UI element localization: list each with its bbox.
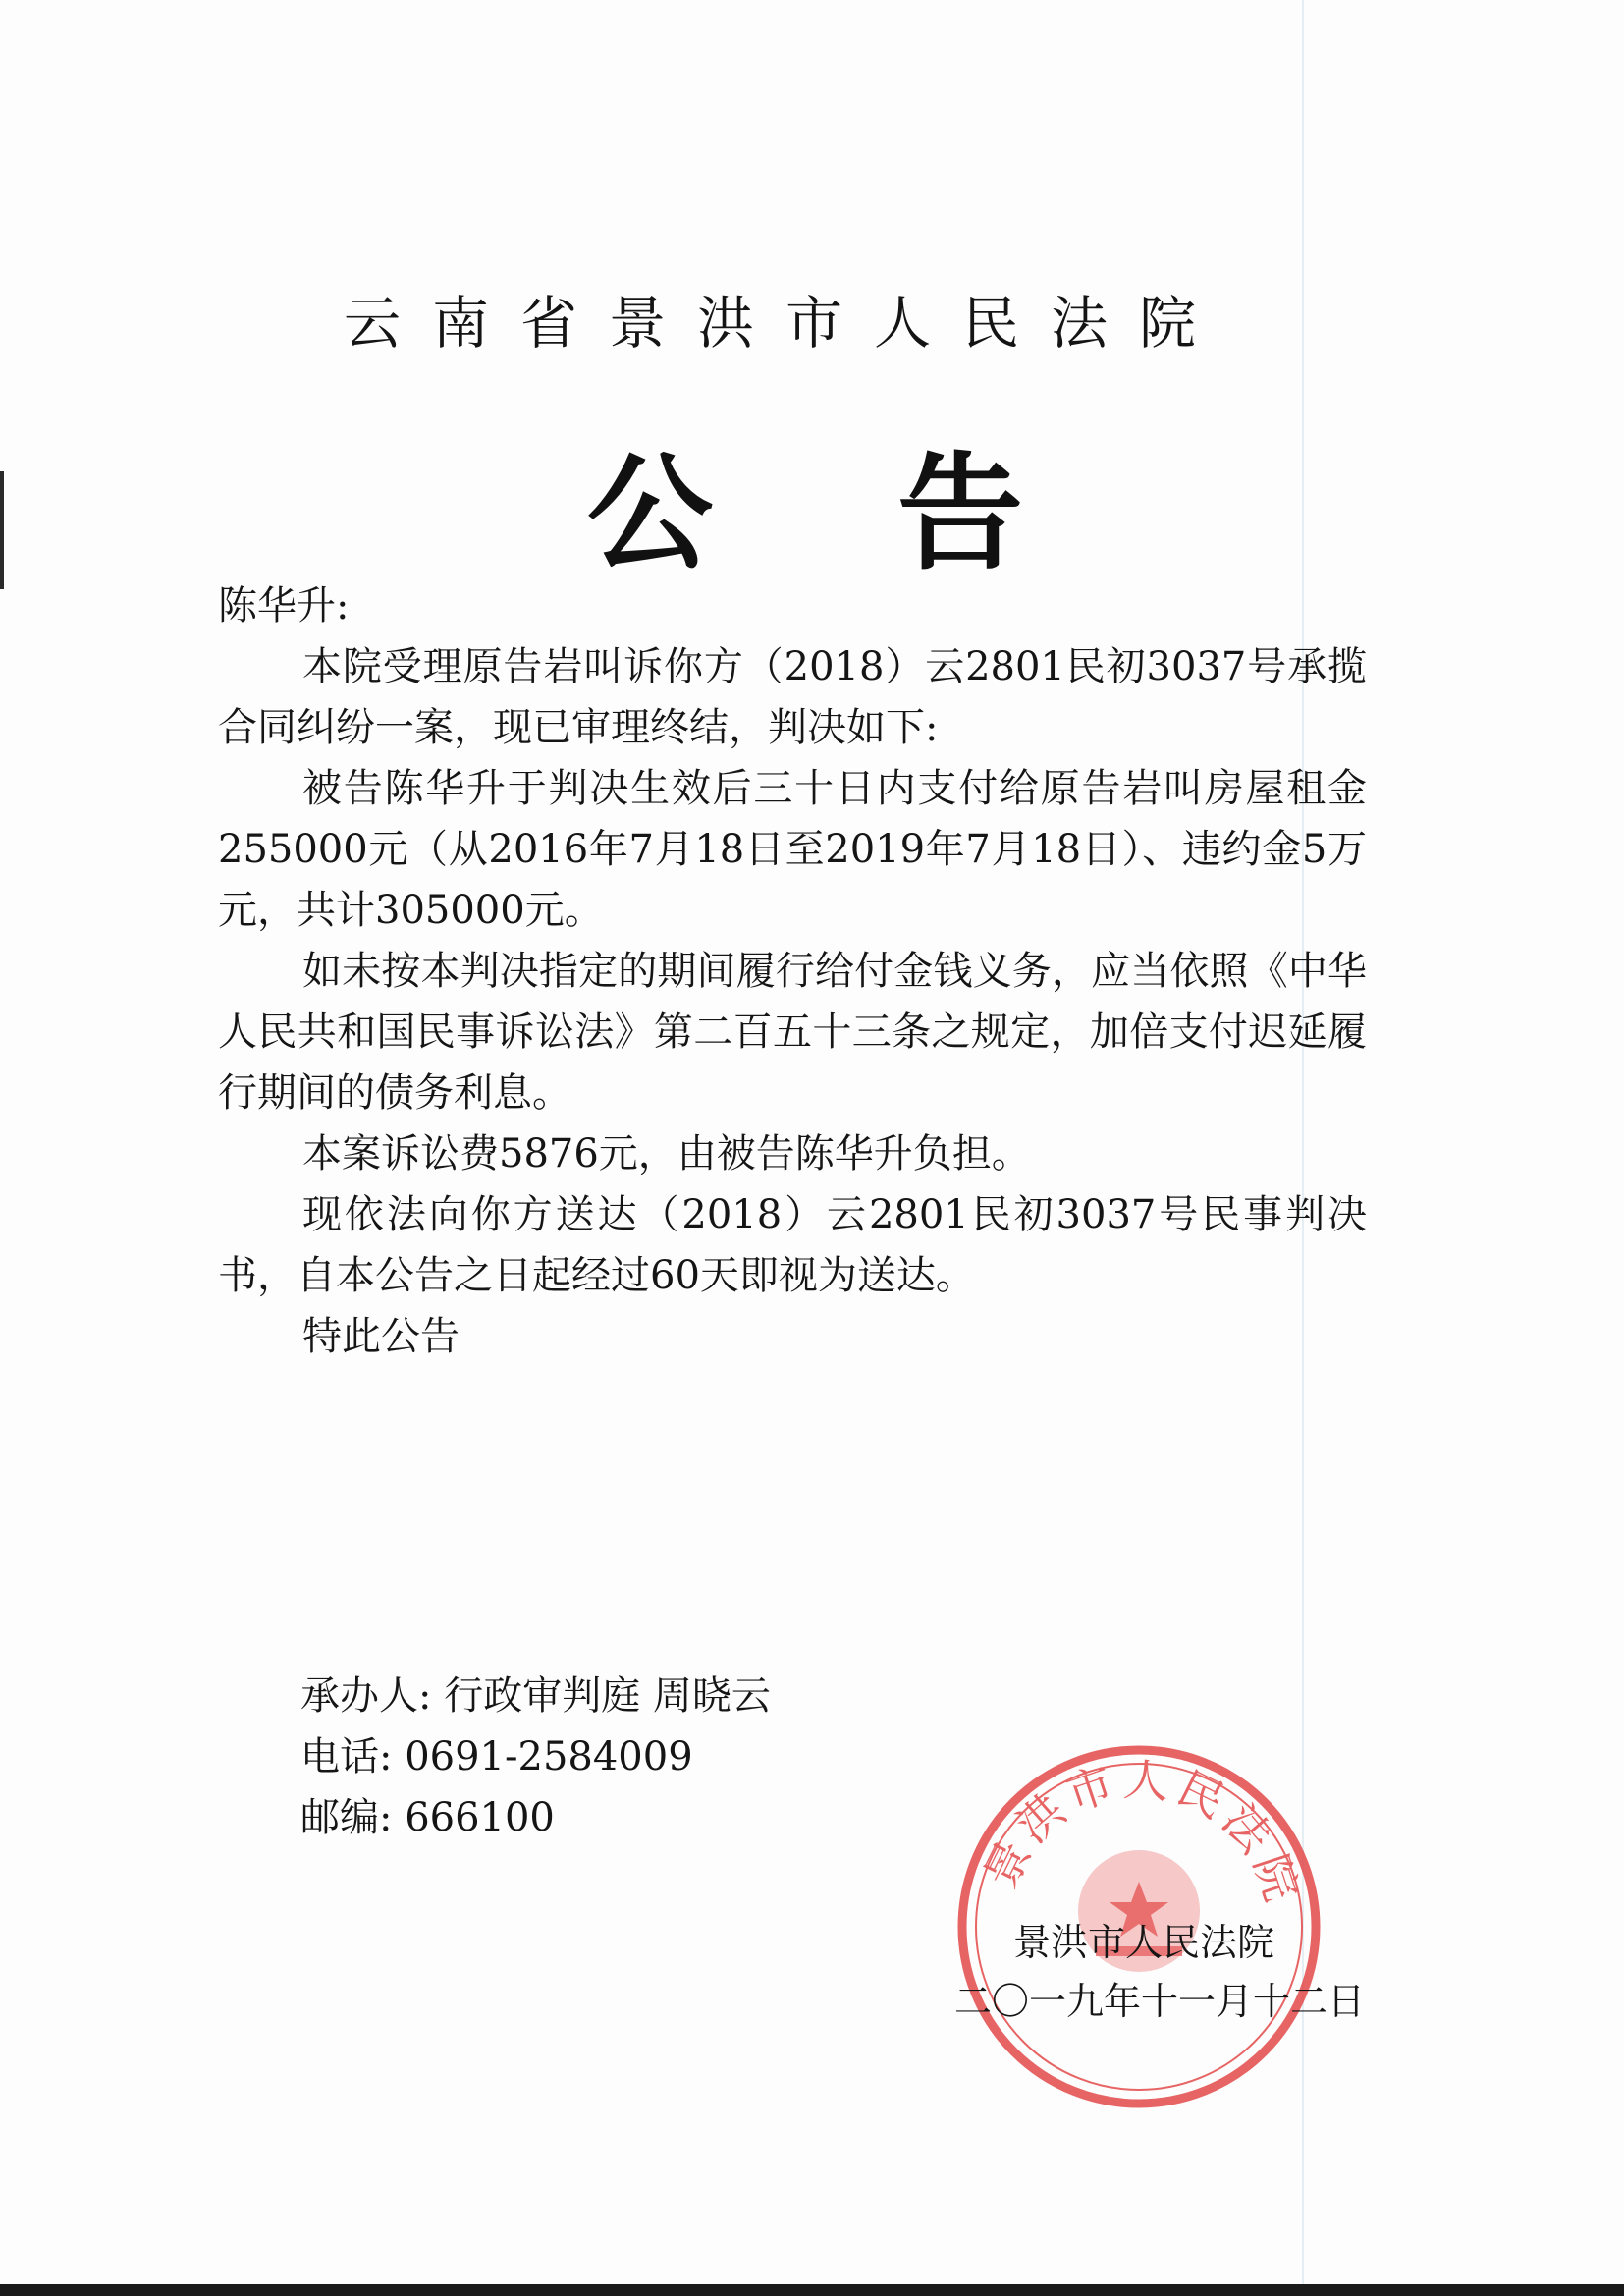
paragraph-service: 现依法向你方送达（2018）云2801民初3037号民事判决书，自本公告之日起经过60天即视为送达。 <box>218 1192 1367 1298</box>
paragraph-fee: 本案诉讼费5876元，由被告陈华升负担。 <box>302 1131 1031 1176</box>
signature-block <box>874 1913 1365 2031</box>
paragraph-closing: 特此公告 <box>302 1314 460 1359</box>
paragraph-judgment: 被告陈华升于判决生效后三十日内支付给原告岩叫房屋租金255000元（从2016年7月18日至2019年7月18日）、违约金5万元，共计305000元。 <box>218 766 1367 933</box>
paragraph-case: 本院受理原告岩叫诉你方（2018）云2801民初3037号承揽合同纠纷一案，现已审理终结，判决如下: <box>218 644 1367 750</box>
signature-date: 二〇一九年十一月十二日 <box>953 1980 1365 2023</box>
paragraph-interest: 如未按本判决指定的期间履行给付金钱义务，应当依照《中华人民共和国民事诉讼法》第二百五十三条之规定，加倍支付迟延履行期间的债务利息。 <box>218 949 1367 1116</box>
seal-text-path: 景洪市人民法院 <box>973 1752 1311 1913</box>
court-name: 云南省景洪市人民法院 <box>344 290 1228 356</box>
addressee: 陈华升: <box>218 583 350 629</box>
notice-body <box>218 575 1367 1367</box>
scan-artifact-bottom <box>0 2284 1624 2296</box>
postcode: 邮编: 666100 <box>300 1795 555 1840</box>
contact-block <box>300 1666 771 1848</box>
phone: 电话: 0691-2584009 <box>300 1734 693 1779</box>
notice-title: 公告 <box>587 441 1208 587</box>
signature-court: 景洪市人民法院 <box>1012 1921 1274 1964</box>
scan-artifact-edge <box>0 471 4 589</box>
handler: 承办人: 行政审判庭 周晓云 <box>300 1673 771 1719</box>
